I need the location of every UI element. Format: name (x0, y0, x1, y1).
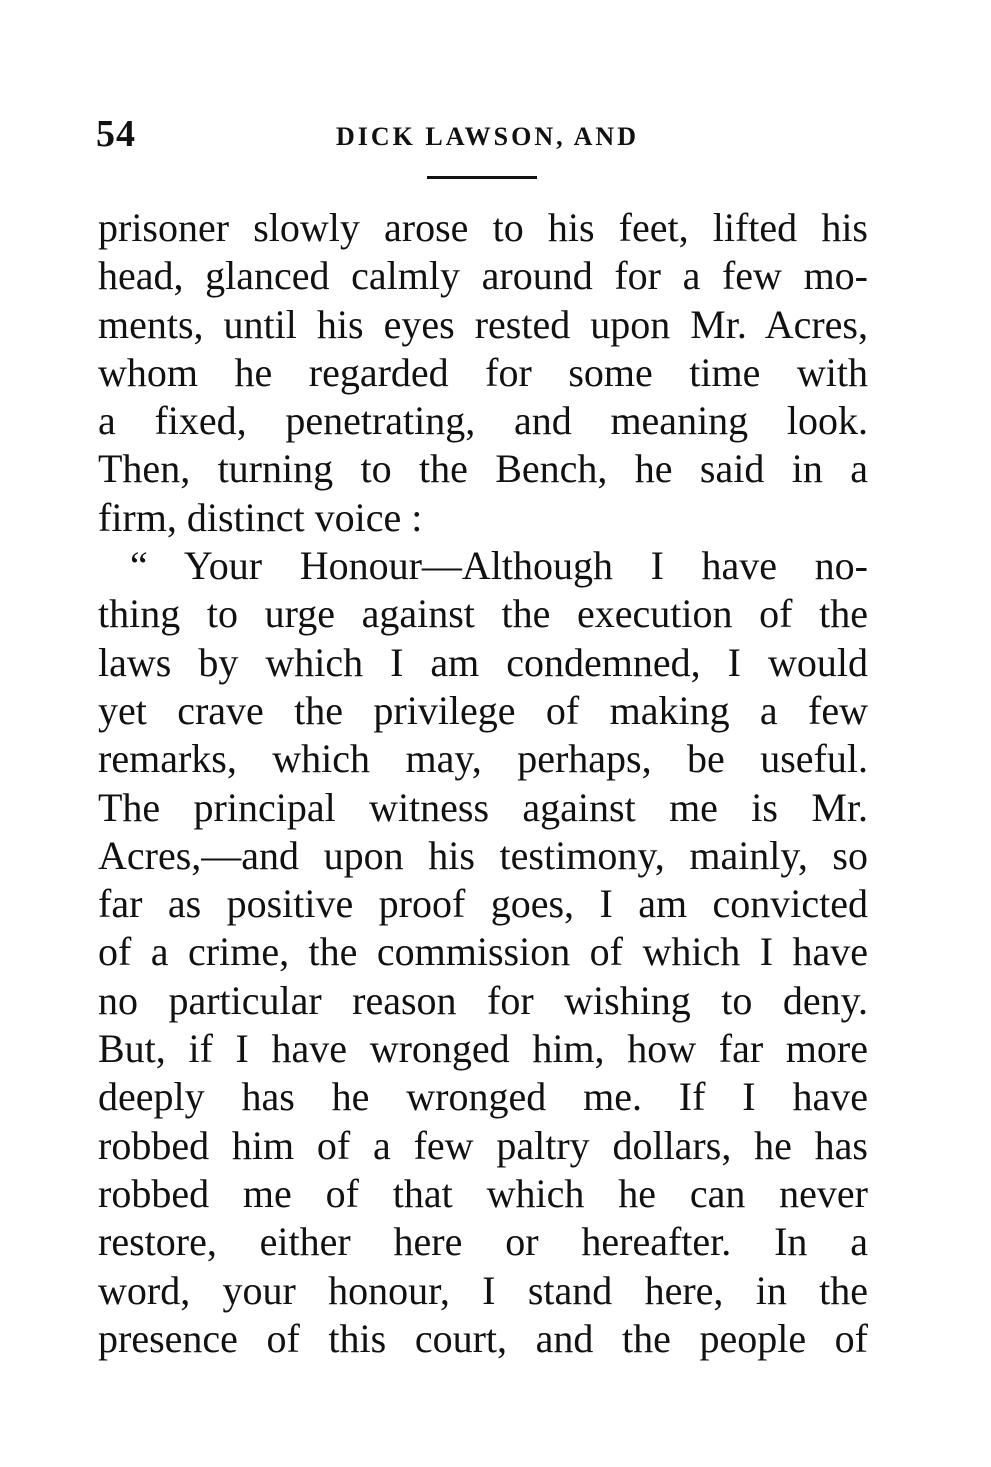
text-line: The principal witness against me is Mr. (98, 784, 868, 830)
text-line: ments, until his eyes rested upon Mr. Acres, (98, 301, 868, 347)
text-line: head, glanced calmly around for a few mo- (98, 253, 868, 299)
text-line: But, if I have wronged him, how far more (98, 1026, 868, 1072)
text-line: of a crime, the commission of which I have (98, 929, 868, 975)
text-line: prisoner slowly arose to his feet, lifted his (98, 205, 868, 250)
text-line: a fixed, penetrating, and meaning look. (98, 398, 868, 444)
text-line: deeply has he wronged me. If I have (98, 1074, 868, 1120)
text-line: word, your honour, I stand here, in the (98, 1267, 868, 1313)
page-header (96, 112, 866, 162)
page-number: 54 (96, 113, 136, 155)
text-line: whom he regarded for some time with (98, 349, 868, 395)
text-line: thing to urge against the execution of the (98, 591, 868, 637)
header-rule (427, 176, 537, 179)
text-line: yet crave the privilege of making a few (98, 687, 868, 733)
text-line: restore, either here or hereafter. In a (98, 1219, 868, 1265)
text-line: “ Your Honour—Although I have no- (130, 543, 868, 589)
text-line: far as positive proof goes, I am convicted (98, 881, 868, 927)
text-line: presence of this court, and the people of (98, 1315, 868, 1361)
text-line: robbed him of a few paltry dollars, he has (98, 1122, 868, 1168)
text-line: Then, turning to the Bench, he said in a (98, 446, 868, 492)
text-line: robbed me of that which he can never (98, 1170, 868, 1216)
text-line: laws by which I am condemned, I would (98, 639, 868, 685)
text-line: Acres,—and upon his testimony, mainly, so (98, 832, 868, 878)
text-line: remarks, which may, perhaps, be useful. (98, 736, 868, 782)
text-line: no particular reason for wishing to deny. (98, 977, 868, 1023)
body-text (98, 204, 868, 1363)
running-title: DICK LAWSON, AND (336, 122, 639, 151)
text-line: firm, distinct voice : (98, 494, 423, 540)
